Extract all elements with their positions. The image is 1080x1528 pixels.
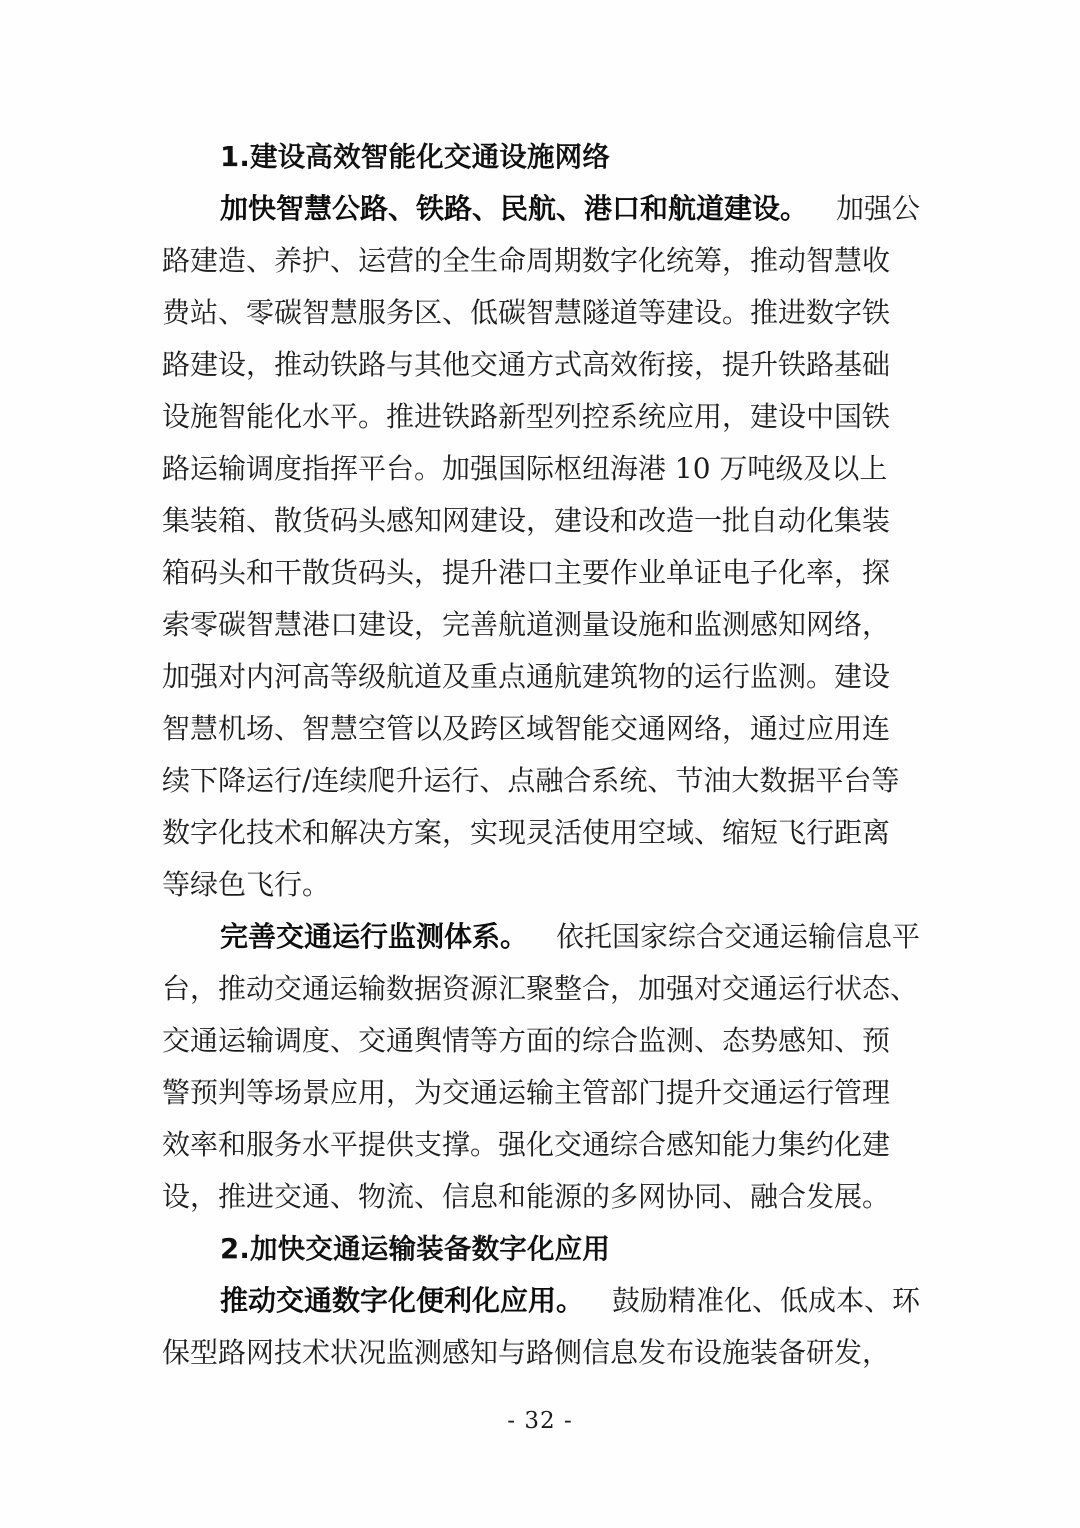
paragraph-line: [162, 287, 920, 339]
section-heading-2: 2.加快交通运输装备数字化应用: [220, 1233, 611, 1265]
paragraph-line-text: 交通运输调度、交通舆情等方面的综合监测、态势感知、预: [162, 1024, 891, 1057]
paragraph-line-text: 保型路网技术状况监测感知与路侧信息发布设施装备研发，: [162, 1336, 891, 1369]
paragraph-line: [162, 703, 920, 755]
paragraph-line-text: 警预判等场景应用，为交通运输主管部门提升交通运行管理: [162, 1076, 891, 1109]
paragraph-line: [162, 547, 920, 599]
paragraph-line-text: 数字化技术和解决方案，实现灵活使用空域、缩短飞行距离: [162, 816, 891, 849]
paragraph-line-text: 设施智能化水平。推进铁路新型列控系统应用，建设中国铁: [162, 400, 891, 433]
paragraph-2-1: [162, 1275, 920, 1379]
paragraph-line-text: 鼓励精准化、低成本、环: [611, 1284, 920, 1317]
paragraph-line: [162, 1275, 920, 1327]
paragraph-line-text: 智慧机场、智慧空管以及跨区域智能交通网络，通过应用连: [162, 712, 891, 745]
paragraph-line: [162, 599, 920, 651]
section-heading-1: 1.建设高效智能化交通设施网络: [220, 141, 611, 173]
paragraph-lead-phrase: 完善交通运行监测体系。: [220, 920, 529, 953]
paragraph-line-text: 设，推进交通、物流、信息和能源的多网协同、融合发展。: [162, 1180, 891, 1213]
paragraph-1-2: [162, 911, 920, 1223]
paragraph-line-text: 费站、零碳智慧服务区、低碳智慧隧道等建设。推进数字铁: [162, 296, 891, 329]
paragraph-line: [162, 963, 920, 1015]
paragraph-line-text: 续下降运行/连续爬升运行、点融合系统、节油大数据平台等: [162, 764, 900, 797]
paragraph-line-text: 等绿色飞行。: [162, 868, 331, 901]
page-content: [162, 131, 920, 1379]
paragraph-line: [162, 495, 920, 547]
paragraph-line: [162, 183, 920, 235]
paragraph-lead-phrase: 推动交通数字化便利化应用。: [220, 1284, 585, 1317]
paragraph-line: [162, 443, 920, 495]
paragraph-line: [162, 755, 920, 807]
paragraph-line: [162, 1119, 920, 1171]
paragraph-line-text: 台，推动交通运输数据资源汇聚整合，加强对交通运行状态、: [162, 972, 919, 1005]
paragraph-line-text: 索零碳智慧港口建设，完善航道测量设施和监测感知网络，: [162, 608, 891, 641]
paragraph-line-text: 路运输调度指挥平台。加强国际枢纽海港 10 万吨级及以上: [162, 452, 888, 485]
paragraph-line: [162, 651, 920, 703]
paragraph-line-text: 路建造、养护、运营的全生命周期数字化统筹，推动智慧收: [162, 244, 891, 277]
paragraph-line: [162, 911, 920, 963]
paragraph-line-text: 效率和服务水平提供支撑。强化交通综合感知能力集约化建: [162, 1128, 891, 1161]
paragraph-line: [162, 235, 920, 287]
paragraph-lead-phrase: 加快智慧公路、铁路、民航、港口和航道建设。: [220, 192, 809, 225]
paragraph-line: [162, 1327, 920, 1379]
paragraph-line-text: 依托国家综合交通运输信息平: [555, 920, 920, 953]
paragraph-line-text: 箱码头和干散货码头，提升港口主要作业单证电子化率，探: [162, 556, 891, 589]
paragraph-line: [162, 391, 920, 443]
paragraph-line: [162, 1171, 920, 1223]
paragraph-line-text: 加强对内河高等级航道及重点通航建筑物的运行监测。建设: [162, 660, 891, 693]
paragraph-line-text: 加强公: [835, 192, 920, 225]
paragraph-line: [162, 807, 920, 859]
paragraph-line: [162, 859, 920, 911]
page-number: - 32 -: [507, 1408, 573, 1434]
paragraph-line: [162, 1015, 920, 1067]
paragraph-line: [162, 1067, 920, 1119]
paragraph-line-text: 路建设，推动铁路与其他交通方式高效衔接，提升铁路基础: [162, 348, 891, 381]
paragraph-line-text: 集装箱、散货码头感知网建设，建设和改造一批自动化集装: [162, 504, 891, 537]
paragraph-1-1: [162, 183, 920, 911]
paragraph-line: [162, 339, 920, 391]
